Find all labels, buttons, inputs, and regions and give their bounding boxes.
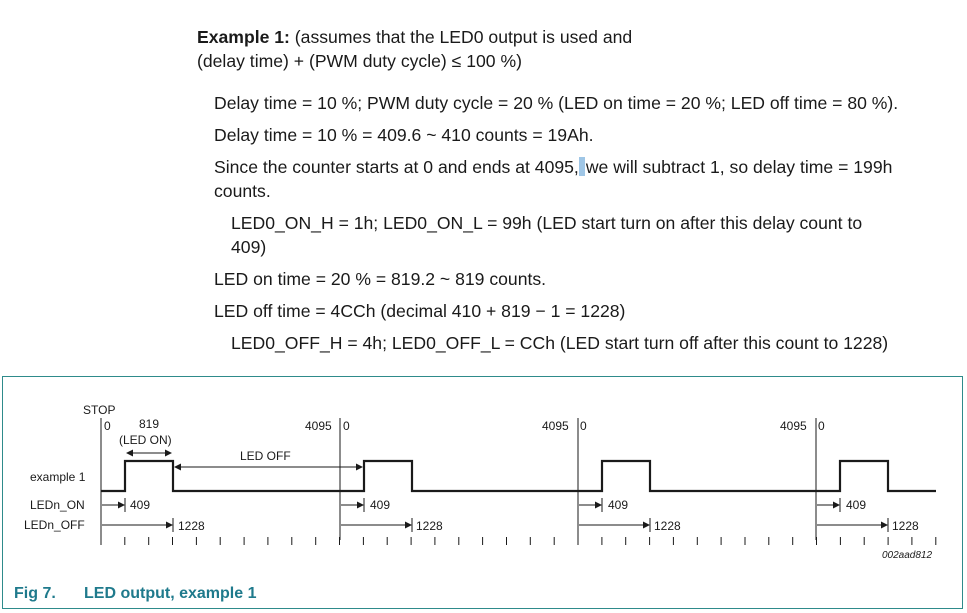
cycle-end-label-2: 4095 (542, 419, 569, 433)
off-value-label-4: 1228 (892, 519, 919, 533)
counter-text-b: we will subtract 1, so delay time = 199h (585, 157, 893, 177)
counter-text-a: Since the counter starts at 0 and ends at 4095, (214, 157, 579, 177)
example-subtitle: (delay time) + (PWM duty cycle) ≤ 100 %) (197, 51, 522, 71)
on-ticks (125, 498, 840, 512)
cycle-end-label-1: 4095 (305, 419, 332, 433)
on-value-label-3: 409 (608, 498, 629, 512)
text-line-on-registers: LED0_ON_H = 1h; LED0_ON_L = 99h (LED start turn on after this delay count to (231, 213, 863, 233)
count-ticks (101, 537, 936, 545)
figure-caption-title: LED output, example 1 (84, 585, 257, 602)
text-line-counts: counts. (214, 181, 271, 201)
figure-code: 002aad812 (882, 550, 933, 561)
example-title-bold: Example 1: (197, 27, 290, 47)
on-value-label-4: 409 (846, 498, 867, 512)
on-value-label-1: 409 (130, 498, 151, 512)
on-count-label: 819 (139, 417, 160, 431)
on-value-label-2: 409 (370, 498, 391, 512)
text-line-off-registers: LED0_OFF_H = 4h; LED0_OFF_L = CCh (LED start turn off after this count to 1228) (231, 333, 889, 353)
figure-caption (14, 585, 56, 603)
off-value-label-1: 1228 (178, 519, 205, 533)
row-label-off: LEDn_OFF (24, 518, 85, 532)
text-line-delay: Delay time = 10 % = 409.6 ~ 410 counts = 19Ah. (214, 125, 594, 145)
text-line-duty: Delay time = 10 %; PWM duty cycle = 20 % (LED on time = 20 %; LED off time = 80 %). (214, 93, 899, 113)
off-value-label-2: 1228 (416, 519, 443, 533)
figure-number: Fig 7. (14, 585, 56, 602)
off-ticks (173, 518, 888, 532)
pwm-signal (101, 461, 936, 491)
text-line-on-registers-cont: 409) (231, 237, 267, 257)
period-markers (101, 418, 816, 540)
zero-label: 0 (104, 419, 111, 433)
row-label-example: example 1 (30, 470, 86, 484)
cycle-zero-label-1: 0 (343, 419, 350, 433)
led-on-label: (LED ON) (119, 433, 172, 447)
text-line-off-time: LED off time = 4CCh (decimal 410 + 819 − 1 = 1228) (214, 301, 626, 321)
cycle-zero-label-2: 0 (580, 419, 587, 433)
cycle-end-label-3: 4095 (780, 419, 807, 433)
led-off-label: LED OFF (240, 449, 291, 463)
text-line-on-time: LED on time = 20 % = 819.2 ~ 819 counts. (214, 269, 547, 289)
off-value-label-3: 1228 (654, 519, 681, 533)
row-label-on: LEDn_ON (30, 498, 85, 512)
stop-label: STOP (83, 403, 116, 417)
cycle-zero-label-3: 0 (818, 419, 825, 433)
example-title-rest: (assumes that the LED0 output is used and (289, 27, 633, 47)
